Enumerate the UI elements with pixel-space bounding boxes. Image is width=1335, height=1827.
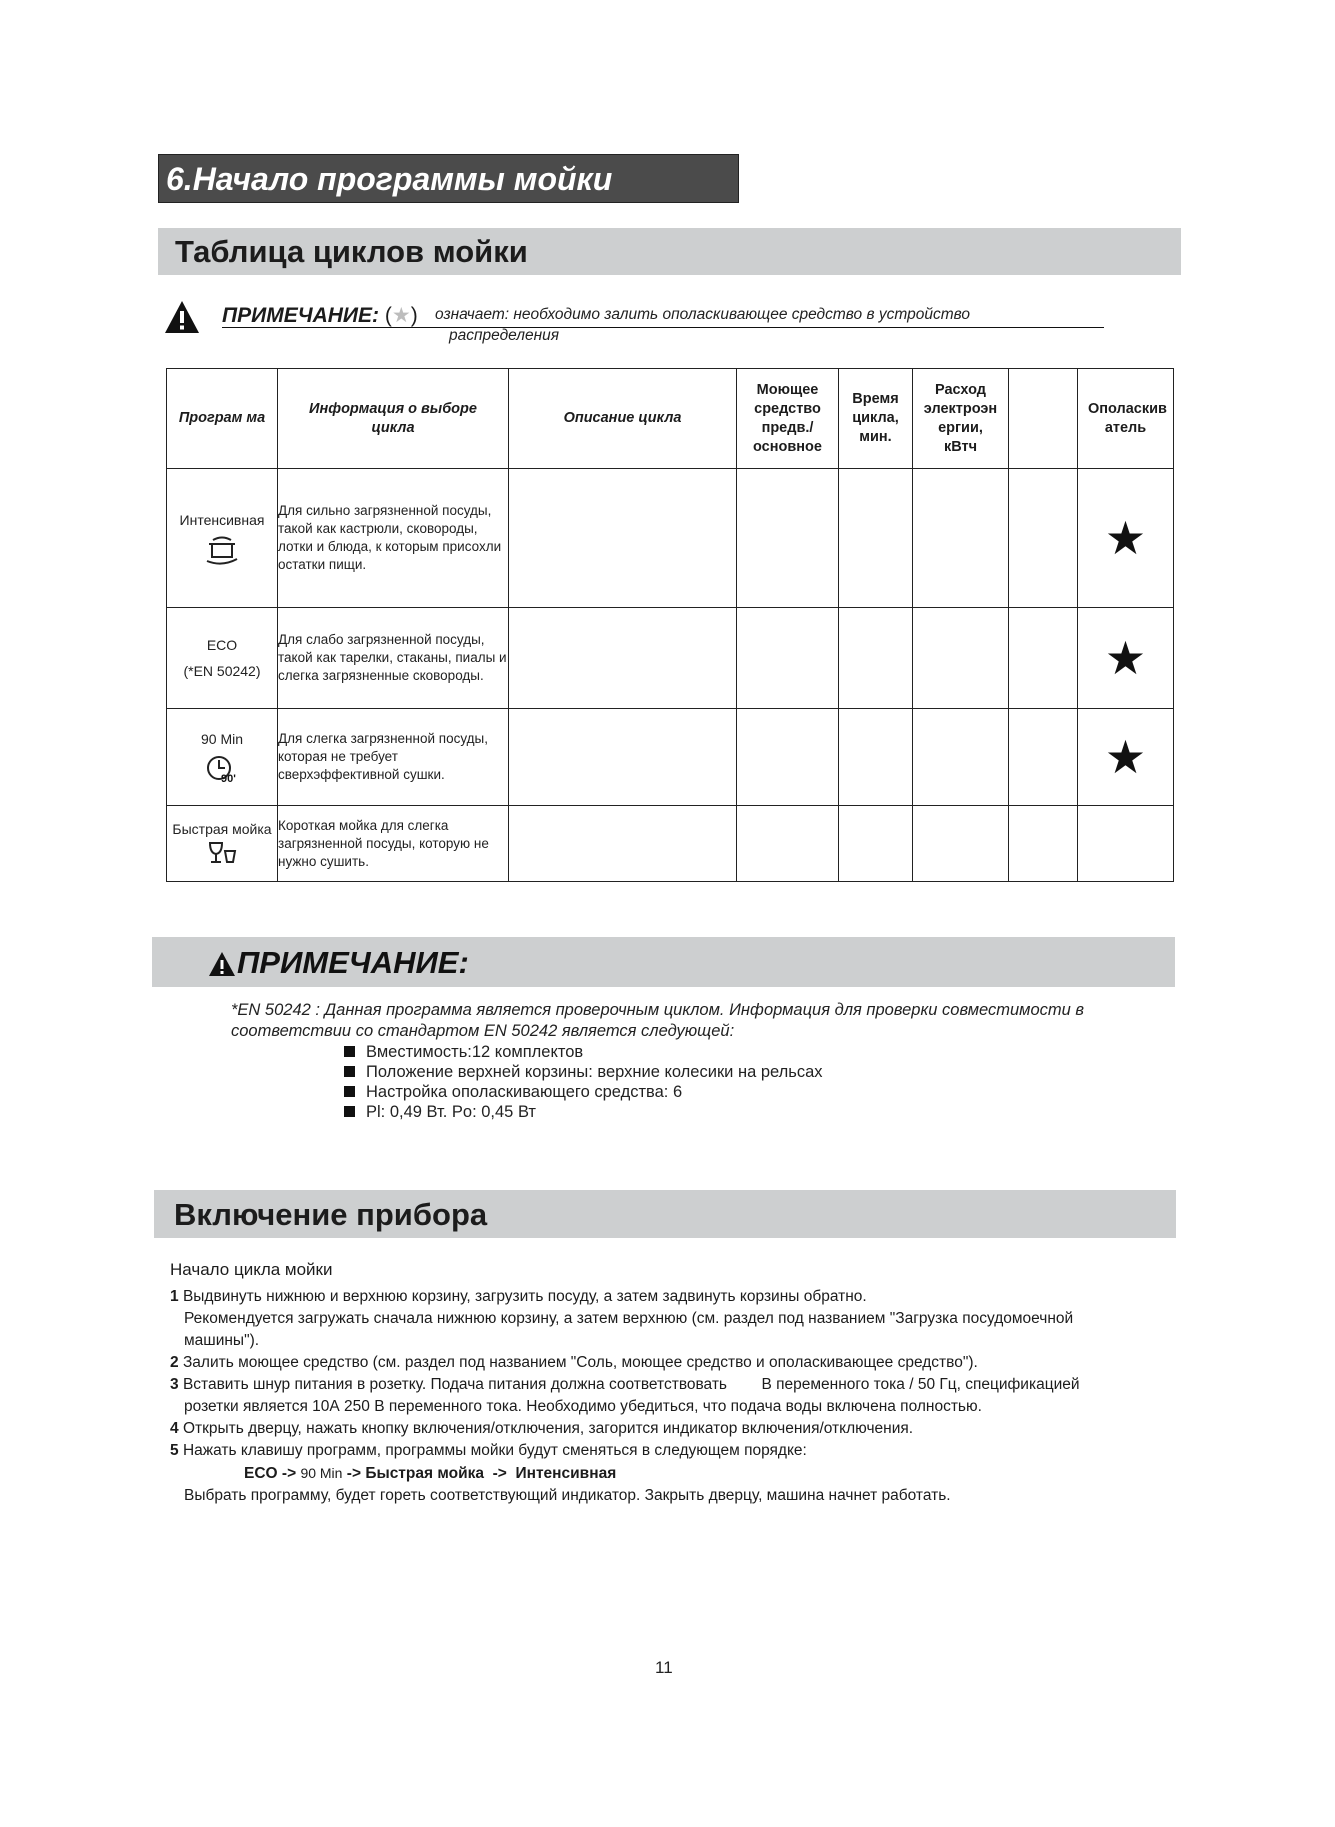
note-text-2: распределения — [449, 327, 560, 344]
detergent-cell — [737, 608, 839, 709]
list-item-cont: Рекомендуется загружать сначала нижнюю корзину, а затем верхнюю (см. раздел под названием "Загрузка посудомоечной — [184, 1310, 1074, 1327]
table-header-row — [167, 369, 1174, 469]
description-cell — [509, 709, 737, 806]
description-cell — [509, 608, 737, 709]
star-icon: ★ — [1078, 709, 1174, 806]
svg-text:90': 90' — [221, 773, 236, 784]
pot-icon — [202, 535, 242, 565]
list-item: 2 Залить моющее средство (см. раздел под названием "Соль, моющее средство и ополаскивающее средство"). — [170, 1354, 978, 1371]
list-item: 3 Вставить шнур питания в розетку. Подача питания должна соответствовать В переменного тока / 50 Гц, спецификацией — [170, 1376, 1080, 1393]
note2-band — [152, 937, 1175, 987]
table-row — [167, 806, 1174, 882]
page-number: 11 — [655, 1658, 673, 1677]
bullet-square-icon — [344, 1046, 355, 1057]
table-row — [167, 608, 1174, 709]
list-item-cont: розетки является 10А 250 В переменного тока. Необходимо убедиться, что подача воды включена полностью. — [184, 1398, 982, 1415]
power-band — [154, 1190, 1176, 1238]
header-rinse: Ополаскив атель — [1078, 369, 1174, 469]
bullet-square-icon — [344, 1066, 355, 1077]
info-cell: Для слегка загрязненной посуды, которая не требует сверхэффективной сушки. — [278, 709, 509, 806]
time-cell — [839, 709, 913, 806]
energy-cell — [913, 709, 1009, 806]
info-cell: Короткая мойка для слегка загрязненной посуды, которую не нужно сушить. — [278, 806, 509, 882]
cycle-table-title: Таблица циклов мойки — [175, 234, 528, 269]
clock-90-icon — [205, 754, 239, 784]
list-item: Вместимость:12 комплектов — [344, 1042, 823, 1062]
info-cell: Для сильно загрязненной посуды, такой как кастрюли, сковороды, лотки и блюда, к которым присохли остатки пищи. — [278, 469, 509, 608]
cycle-table — [166, 368, 1174, 882]
bullet-square-icon — [344, 1106, 355, 1117]
spec-list — [344, 1042, 823, 1122]
blank-cell — [1009, 709, 1078, 806]
list-item: 1 Выдвинуть нижнюю и верхнюю корзину, загрузить посуду, а затем задвинуть корзины обратно. — [170, 1288, 867, 1305]
detergent-cell — [737, 469, 839, 608]
list-item: Положение верхней корзины: верхние колесики на рельсах — [344, 1062, 823, 1082]
header-time: Время цикла, мин. — [839, 369, 913, 469]
cycle-table-band — [158, 228, 1181, 275]
detergent-cell — [737, 806, 839, 882]
blank-cell — [1009, 469, 1078, 608]
star-icon: ★ — [1078, 469, 1174, 608]
time-cell — [839, 469, 913, 608]
note-text-1: означает: необходимо залить ополаскивающее средство в устройство — [435, 306, 970, 323]
note-label: ПРИМЕЧАНИЕ: (★) — [222, 304, 418, 327]
program-cell: 90 Min 90' — [167, 709, 278, 806]
warning-icon — [208, 951, 236, 977]
power-band-title: Включение прибора — [174, 1197, 488, 1232]
list-item: 4 Открыть дверцу, нажать кнопку включения/отключения, загорится индикатор включения/отключения. — [170, 1420, 914, 1437]
program-cell: Быстрая мойка — [167, 806, 278, 882]
glass-cup-icon — [205, 840, 239, 866]
header-energy: Расход электроэн ергии, кВтч — [913, 369, 1009, 469]
blank-cell — [1009, 608, 1078, 709]
description-cell — [509, 806, 737, 882]
energy-cell — [913, 806, 1009, 882]
steps-final: Выбрать программу, будет гореть соответствующий индикатор. Закрыть дверцу, машина начнет работать. — [184, 1487, 951, 1504]
star-icon: ★ — [1078, 608, 1174, 709]
header-description: Описание цикла — [509, 369, 737, 469]
note2-label: ПРИМЕЧАНИЕ: — [237, 945, 469, 980]
program-sequence: ECO -> 90 Min -> Быстрая мойка -> Интенсивная — [244, 1465, 617, 1482]
detergent-cell — [737, 709, 839, 806]
list-item-cont: машины"). — [184, 1332, 260, 1349]
header-program: Програм ма — [167, 369, 278, 469]
list-item: Настройка ополаскивающего средства: 6 — [344, 1082, 823, 1102]
list-item: 5 Нажать клавишу программ, программы мойки будут сменяться в следующем порядке: — [170, 1442, 807, 1459]
star-icon-light: ★ — [391, 304, 411, 327]
section-title: 6.Начало программы мойки — [158, 154, 739, 203]
energy-cell — [913, 469, 1009, 608]
warning-icon — [164, 300, 200, 334]
blank-cell — [1009, 806, 1078, 882]
table-row — [167, 709, 1174, 806]
header-blank — [1009, 369, 1078, 469]
energy-cell — [913, 608, 1009, 709]
time-cell — [839, 608, 913, 709]
program-cell: ECO (*EN 50242) — [167, 608, 278, 709]
list-item: Pl: 0,49 Вт. Po: 0,45 Вт — [344, 1102, 823, 1122]
bullet-square-icon — [344, 1086, 355, 1097]
en-note-text: *EN 50242 : Данная программа является проверочным циклом. Информация для проверки совместимости в соответствии со стандартом EN 50242 является следующей: — [231, 1001, 1085, 1040]
note-underline — [222, 327, 1104, 328]
rinse-cell — [1078, 806, 1174, 882]
info-cell: Для слабо загрязненной посуды, такой как тарелки, стаканы, пиалы и слегка загрязненные сковороды. — [278, 608, 509, 709]
description-cell — [509, 469, 737, 608]
header-info: Информация о выборе цикла — [278, 369, 509, 469]
program-cell: Интенсивная — [167, 469, 278, 608]
table-row — [167, 469, 1174, 608]
steps-heading: Начало цикла мойки — [170, 1260, 333, 1279]
steps-section — [170, 1259, 1180, 1507]
time-cell — [839, 806, 913, 882]
header-detergent: Моющее средство предв./ основное — [737, 369, 839, 469]
